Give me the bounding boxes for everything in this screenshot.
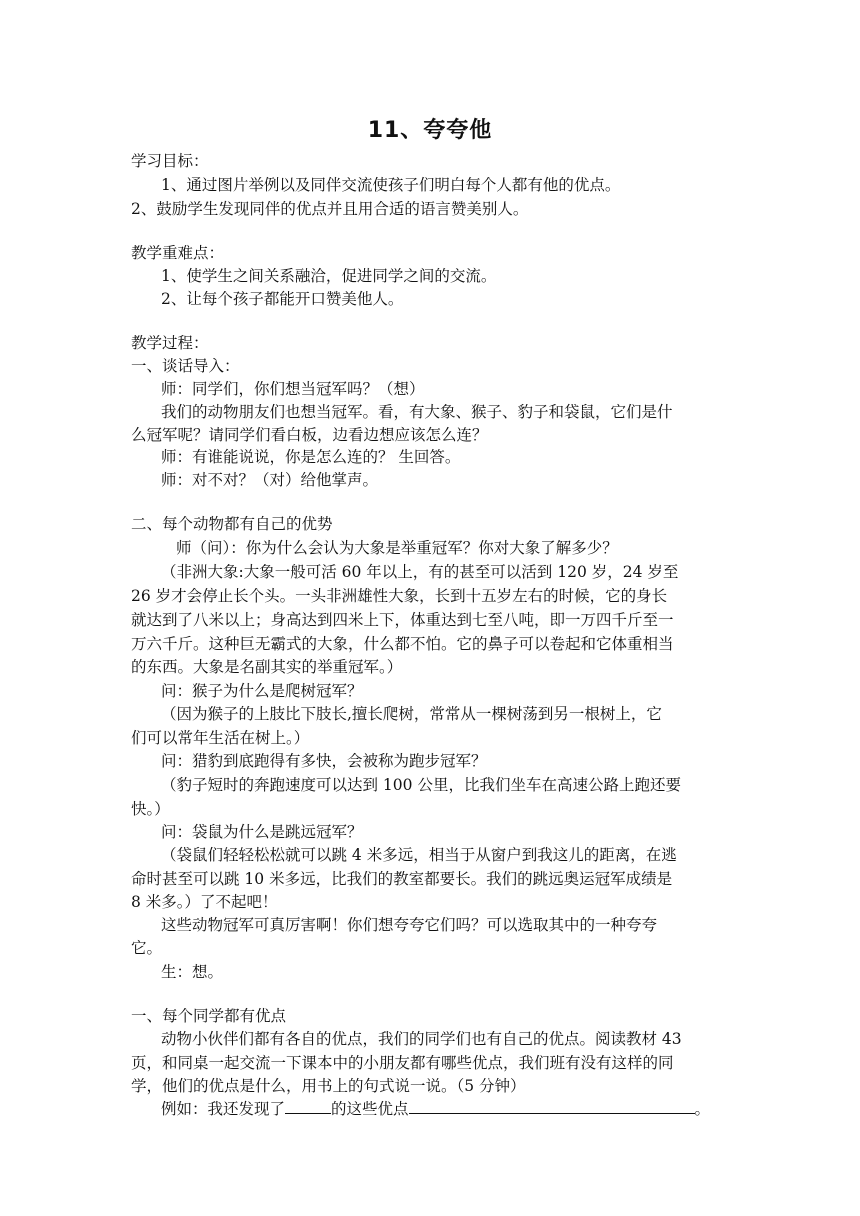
fill-in-blank-strengths bbox=[409, 1099, 695, 1114]
key-point-item-2: 2、让每个孩子都能开口赞美他人。 bbox=[161, 290, 404, 308]
paragraph: 么冠军呢？请同学们看白板，边看边想应该怎么连？ bbox=[131, 426, 488, 444]
paragraph: 师：对不对？（对）给他掌声。 bbox=[161, 471, 379, 489]
paragraph: 命时甚至可以跳 10 米多远，比我们的教室都要长。我们的跳远奥运冠军成绩是 bbox=[131, 870, 673, 888]
example-middle: 的这些优点 bbox=[331, 1100, 409, 1118]
paragraph: 问：猴子为什么是爬树冠军？ bbox=[161, 682, 363, 700]
fill-in-blank-name bbox=[285, 1099, 331, 1114]
paragraph: （豹子短时的奔跑速度可以达到 100 公里，比我们坐车在高速公路上跑还要 bbox=[161, 776, 681, 794]
paragraph: 问：猎豹到底跑得有多快，会被称为跑步冠军？ bbox=[161, 752, 487, 770]
section3-heading: 一、每个同学都有优点 bbox=[131, 1007, 287, 1025]
paragraph: 师：同学们，你们想当冠军吗？（想） bbox=[161, 380, 425, 398]
objective-item-2: 2、鼓励学生发现同伴的优点并且用合适的语言赞美别人。 bbox=[131, 200, 529, 218]
section1-heading: 一、谈话导入： bbox=[131, 357, 240, 375]
paragraph: （袋鼠们轻轻松松就可以跳 4 米多远，相当于从窗户到我这儿的距离，在逃 bbox=[161, 846, 677, 864]
paragraph: 它。 bbox=[131, 939, 163, 957]
objectives-heading: 学习目标： bbox=[131, 152, 209, 170]
paragraph: 的东西。大象是名副其实的举重冠军。） bbox=[131, 658, 403, 676]
paragraph: 们可以常年生活在树上。） bbox=[131, 729, 310, 747]
key-points-heading: 教学重难点： bbox=[131, 244, 225, 262]
process-heading: 教学过程： bbox=[131, 334, 209, 352]
paragraph: 就达到了八米以上；身高达到四米上下，体重达到七至八吨，即一万四千斤至一 bbox=[131, 611, 674, 629]
paragraph: 页，和同桌一起交流一下课本中的小朋友都有哪些优点，我们班有没有这样的同 bbox=[131, 1054, 674, 1072]
paragraph: （非洲大象:大象一般可活 60 年以上，有的甚至可以活到 120 岁，24 岁至 bbox=[161, 563, 679, 581]
paragraph: 师（问）：你为什么会认为大象是举重冠军？你对大象了解多少？ bbox=[176, 539, 618, 557]
objective-item-1: 1、通过图片举例以及同伴交流使孩子们明白每个人都有他的优点。 bbox=[161, 176, 621, 194]
example-prefix: 例如：我还发现了 bbox=[161, 1100, 286, 1118]
example-line bbox=[161, 1098, 710, 1120]
paragraph: 8 米多。）了不起吧！ bbox=[131, 893, 278, 911]
paragraph: 师：有谁能说说，你是怎么连的？ 生回答。 bbox=[161, 448, 461, 466]
paragraph: 动物小伙伴们都有各自的优点，我们的同学们也有自己的优点。阅读教材 43 bbox=[161, 1030, 682, 1048]
paragraph: 这些动物冠军可真厉害啊！你们想夸夸它们吗？可以选取其中的一种夸夸 bbox=[161, 916, 658, 934]
page-title: 11、夸夸他 bbox=[367, 118, 493, 143]
paragraph: 26 岁才会停止长个头。一头非洲雄性大象，长到十五岁左右的时候，它的身长 bbox=[131, 587, 668, 605]
paragraph: 问：袋鼠为什么是跳远冠军？ bbox=[161, 823, 363, 841]
paragraph: 我们的动物朋友们也想当冠军。看，有大象、猴子、豹子和袋鼠，它们是什 bbox=[161, 403, 673, 421]
paragraph: 学，他们的优点是什么，用书上的句式说一说。（5 分钟） bbox=[131, 1077, 526, 1095]
paragraph: 快。） bbox=[131, 800, 170, 818]
paragraph: 万六千斤。这种巨无霸式的大象，什么都不怕。它的鼻子可以卷起和它体重相当 bbox=[131, 635, 674, 653]
example-end: 。 bbox=[694, 1100, 711, 1118]
paragraph: （因为猴子的上肢比下肢长,擅长爬树，常常从一棵树荡到另一根树上，它 bbox=[161, 705, 662, 723]
paragraph: 生：想。 bbox=[161, 963, 224, 981]
key-point-item-1: 1、使学生之间关系融洽，促进同学之间的交流。 bbox=[161, 267, 497, 285]
section2-heading: 二、每个动物都有自己的优势 bbox=[131, 515, 333, 533]
